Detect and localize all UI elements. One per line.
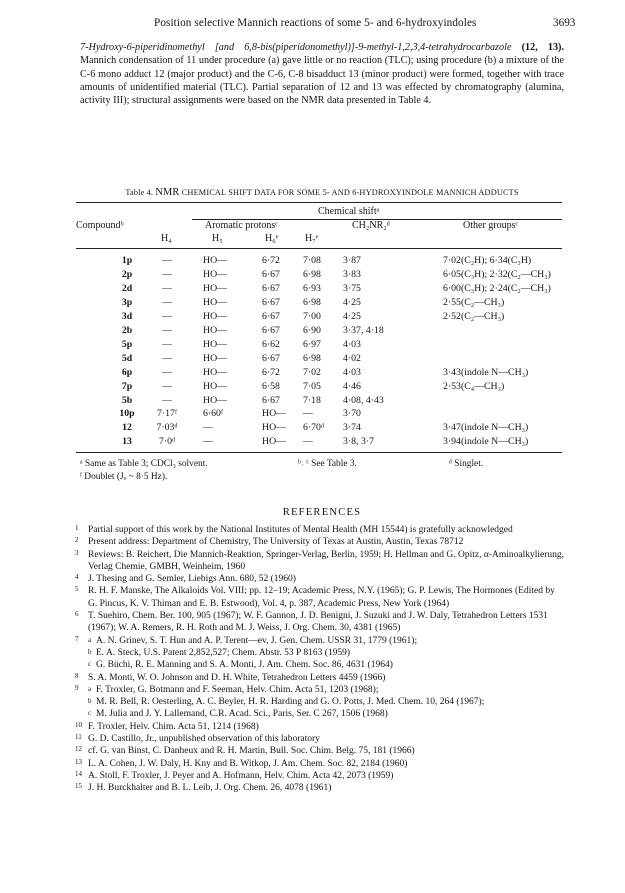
h4-cell: — <box>162 255 172 266</box>
ch2nr2-cell: 3·75 <box>343 282 361 294</box>
h5-cell: HO— <box>203 268 227 280</box>
references-heading: REFERENCES <box>282 507 362 518</box>
reference-number: 2 <box>75 536 79 545</box>
footnote-f: ᶠ Doublet (Jₒ ~ 8·5 Hz). <box>80 472 168 482</box>
reference-text: G. D. Castillo, Jr., unpublished observation of this laboratory <box>88 734 320 745</box>
compound-cell: 3d <box>121 310 133 322</box>
ch2nr2-cell: 3·70 <box>343 408 361 420</box>
table-bottom-rule <box>76 452 562 453</box>
ch2nr2-cell: 4·25 <box>343 310 361 322</box>
other-groups-cell: 3·47(indole N—CH₃) <box>443 422 529 434</box>
h5-cell: HO— <box>203 324 227 336</box>
h7-cell: 6·90 <box>303 324 321 336</box>
reference-number: 3 <box>75 548 79 557</box>
reference-item <box>75 745 566 757</box>
header-aromatic-protons: Aromatic protonsᶜ <box>205 220 278 231</box>
compound-cell: 6p <box>121 366 133 378</box>
reference-item <box>75 683 566 721</box>
h6-cell: 6·67 <box>262 282 280 294</box>
header-other-groups: Other groupsᶜ <box>463 220 519 231</box>
table-caption <box>80 187 564 198</box>
h7-cell: 6·97 <box>303 338 321 350</box>
other-groups-cell: 6·00(C₃H); 2·24(C₂—CH₃) <box>443 282 551 294</box>
h4-cell: — <box>162 268 172 280</box>
compound-cell: 13 <box>122 436 132 448</box>
header-h7: H₇ᵉ <box>305 233 319 244</box>
reference-subitem-letter: b <box>88 697 92 706</box>
h7-cell: 6·98 <box>303 296 321 308</box>
h7-cell: 7·05 <box>303 380 321 392</box>
reference-item <box>75 585 566 610</box>
reference-subitem-text: M. Julia and J. Y. Lallemand, C.R. Acad. Sci., Paris, Ser. C 267, 1506 (1968) <box>96 709 388 720</box>
other-groups-cell: 3·43(indole N—CH₃) <box>443 366 529 378</box>
h7-cell: — <box>303 436 313 448</box>
reference-subitem-letter: c <box>88 660 92 669</box>
table-header-rule <box>76 248 562 249</box>
ch2nr2-cell: 4·46 <box>343 380 361 392</box>
h4-cell: — <box>162 352 172 364</box>
h4-cell: 7·03ᵈ <box>156 422 178 434</box>
reference-item <box>75 536 566 548</box>
h7-cell: 6·98 <box>303 352 321 364</box>
ch2nr2-cell: 4·02 <box>343 352 361 364</box>
reference-text: J. H. Burckhalter and B. L. Leib, J. Org. Chem. 26, 4078 (1961) <box>88 783 332 794</box>
h6-cell: 6·62 <box>262 338 280 350</box>
reference-number: 9 <box>75 683 79 692</box>
reference-subitem-text: M. R. Bell, R. Oesterling, A. C. Beyler, H. R. Harding and G. O. Potts, J. Med. Chem. 10, 264 (1967); <box>96 697 485 708</box>
h4-cell: 7·17ᶠ <box>156 408 177 420</box>
ch2nr2-cell: 3·87 <box>343 255 361 266</box>
reference-text: J. Thesing and G. Semler, Liebigs Ann. 680, 52 (1960) <box>88 574 296 585</box>
h6-cell: 6·67 <box>262 268 280 280</box>
header-h5: H₅ <box>212 233 223 244</box>
h7-cell: 6·98 <box>303 268 321 280</box>
running-header-title: Position selective Mannich reactions of some 5- and 6-hydroxyindoles <box>154 17 477 29</box>
other-groups-cell: 2·53(C₄—CH₃) <box>443 380 505 392</box>
page-number: 3693 <box>553 17 576 29</box>
h4-cell: — <box>162 380 172 392</box>
reference-number: 11 <box>75 733 82 742</box>
h4-cell: — <box>162 338 172 350</box>
h6-cell: 6·67 <box>262 324 280 336</box>
h5-cell: — <box>203 422 213 434</box>
reference-number: 10 <box>75 720 82 729</box>
reference-item <box>75 769 566 782</box>
reference-subitem <box>88 635 566 647</box>
reference-text: T. Suehiro, Chem. Ber. 100, 905 (1967); W. F. Gannon, J. D. Benigni, J. Suzuki and J. W. Daly, Tetrahedron Letters 1531 (1967); W. A. Remers, R. H. Roth and M. J. Weiss, J. Org. Chem. 30, 4381 (1965) <box>88 611 548 634</box>
h5-cell: HO— <box>203 296 227 308</box>
other-groups-cell: 6·05(C₃H); 2·32(C₂—CH₃) <box>443 268 551 280</box>
reference-item <box>75 610 566 635</box>
reference-text: Present address: Department of Chemistry, The University of Texas at Austin, Austin, Texas 78712 <box>88 537 464 548</box>
reference-number: 13 <box>75 757 82 766</box>
h5-cell: HO— <box>203 394 227 406</box>
table-caption-nmr: NMR <box>155 187 180 198</box>
compound-cell: 1p <box>121 255 133 266</box>
reference-subitem-text: A. N. Grinev, S. T. Hun and A. P. Terent—ev, J. Gen. Chem. USSR 31, 1779 (1961); <box>96 635 418 646</box>
reference-item <box>75 733 566 745</box>
reference-number: 14 <box>75 769 82 778</box>
ch2nr2-cell: 3·83 <box>343 268 361 280</box>
h6-cell: 6·72 <box>262 255 280 266</box>
reference-number: 1 <box>75 524 79 532</box>
reference-text: F. Troxler, Helv. Chim. Acta 51, 1214 (1968) <box>88 721 259 732</box>
header-h6: H₆ᵉ <box>265 233 279 244</box>
h5-cell: — <box>203 436 213 448</box>
h7-cell: 6·93 <box>303 282 321 294</box>
reference-subitem-letter: c <box>88 709 92 718</box>
h6-cell: HO— <box>262 436 286 448</box>
reference-subitem <box>88 647 566 659</box>
reference-text: cf. G. van Binst, C. Danheux and R. H. Martin, Bull. Soc. Chim. Belg. 75, 181 (1966) <box>88 746 415 757</box>
reference-item <box>75 573 566 585</box>
experimental-paragraph <box>80 41 564 107</box>
compound-cell: 2d <box>121 282 133 294</box>
other-groups-cell: 2·55(C₂—CH₃) <box>443 296 505 308</box>
h6-cell: 6·67 <box>262 394 280 406</box>
reference-text: R. H. F. Manske, The Alkaloids Vol. VIII; pp. 12–19; Academic Press, N.Y. (1965); G. P. Lewis, The Hormones (Edited by G. Pincus, K. V. Thiman and E. B. Estwood), Vol. 4, p. 387, Academic Press, New York (1964) <box>88 586 555 609</box>
reference-subitem-text: G. Büchi, R. E. Manning and S. A. Monti, J. Am. Chem. Soc. 86, 4631 (1964) <box>96 660 393 671</box>
reference-subitem <box>88 684 566 696</box>
reference-item <box>75 782 566 794</box>
compound-cell: 7p <box>121 380 133 392</box>
compound-name: 7-Hydroxy-6-piperidinomethyl <box>80 42 205 53</box>
h4-cell: — <box>162 310 172 322</box>
h5-cell: HO— <box>203 282 227 294</box>
reference-subitem-text: E. A. Steck, U.S. Patent 2,852,527; Chem. Abstr. 53 P 8163 (1959) <box>96 647 351 658</box>
compound-cell: 3p <box>121 296 133 308</box>
ch2nr2-cell: 4·25 <box>343 296 361 308</box>
h6-cell: HO— <box>262 422 286 434</box>
footnote-d: ᵈ Singlet. <box>449 459 484 469</box>
footnote-a: ᵃ Same as Table 3; CDCl₃ solvent. <box>80 459 208 469</box>
h7-cell: 7·08 <box>303 255 321 266</box>
table-caption-lead: Table 4. <box>125 188 154 197</box>
reference-number: 7 <box>75 634 79 643</box>
h6-cell: 6·67 <box>262 310 280 322</box>
h7-cell: 7·00 <box>303 310 321 322</box>
h6-cell: 6·58 <box>262 380 280 392</box>
ch2nr2-cell: 3·37, 4·18 <box>343 324 384 336</box>
header-h4: H₄ <box>161 233 172 244</box>
compound-cell: 5b <box>121 394 133 406</box>
ch2nr2-cell: 4·03 <box>343 338 361 350</box>
h4-cell: — <box>162 324 172 336</box>
h5-cell: 6·60ᶠ <box>203 408 224 420</box>
reference-subitem-letter: a <box>88 684 92 693</box>
table-top-rule <box>76 202 562 203</box>
compound-cell: 2p <box>121 268 133 280</box>
references-list <box>75 524 566 795</box>
table-caption-rest: CHEMICAL SHIFT DATA FOR SOME 5- AND 6-HYDROXYINDOLE MANNICH ADDUCTS <box>181 188 519 197</box>
h4-cell: — <box>162 296 172 308</box>
reference-number: 6 <box>75 610 79 619</box>
reference-text: L. A. Cohen, J. W. Daly, H. Kny and B. Witkop, J. Am. Chem. Soc. 82, 2184 (1960) <box>88 758 408 769</box>
reference-subitem <box>88 708 566 720</box>
h7-cell: — <box>303 408 313 420</box>
compound-numbers: (12, 13). <box>521 42 564 53</box>
reference-number: 12 <box>75 745 82 754</box>
paragraph-body: Mannich condensation of 11 under procedure (a) gave little or no reaction (TLC); using procedure (b) a mixture of the C-6 mono adduct 12 (major product) and the C-6, C-8 bisadduct 13 (minor product) were formed, together with trace amounts of unidentified material (TLC). Partial separation of 12 and 13 was effected by chromatography (alumina, activity III); structural assignments were based on the NMR data presented in Table 4. <box>80 55 564 107</box>
reference-subitem-letter: b <box>88 647 92 656</box>
header-compound: Compoundᵇ <box>76 220 124 231</box>
h6-cell: HO— <box>262 408 286 420</box>
h4-cell: — <box>162 282 172 294</box>
reference-number: 4 <box>75 573 79 582</box>
ch2nr2-cell: 4·03 <box>343 366 361 378</box>
h7-cell: 7·02 <box>303 366 321 378</box>
compound-cell: 5d <box>121 352 133 364</box>
h4-cell: — <box>162 366 172 378</box>
header-chemical-shift: Chemical shiftᵃ <box>318 206 380 217</box>
reference-subitem <box>88 696 566 708</box>
header-ch2nr2: CH₂NR₂ᵈ <box>352 220 390 231</box>
reference-subitem-text: F. Troxler, G. Botmann and F. Seeman, Helv. Chim. Acta 51, 1203 (1968); <box>96 684 379 695</box>
reference-number: 15 <box>75 782 82 791</box>
reference-subitem <box>88 659 566 671</box>
reference-text: A. Stoll, F. Troxler, J. Peyer and A. Hofmann, Helv. Chim. Acta 42, 2073 (1959) <box>88 770 394 781</box>
reference-text: Partial support of this work by the National Institutes of Mental Health (MH 15544) is gratefully acknowledged <box>88 525 513 535</box>
reference-item <box>75 671 566 684</box>
footnote-b-c: ᵇ˒ ᶜ See Table 3. <box>298 459 357 469</box>
h6-cell: 6·67 <box>262 352 280 364</box>
ch2nr2-cell: 3·74 <box>343 422 361 434</box>
reference-item <box>75 548 566 574</box>
reference-text: S. A. Monti, W. O. Johnson and D. H. White, Tetrahedron Letters 4459 (1966) <box>88 672 386 683</box>
ch2nr2-cell: 3·8, 3·7 <box>343 436 375 448</box>
compound-cell: 5p <box>121 338 133 350</box>
other-groups-cell: 2·52(C₂—CH₃) <box>443 310 505 322</box>
h6-cell: 6·72 <box>262 366 280 378</box>
compound-cell: 2b <box>121 324 133 336</box>
reference-item <box>75 634 566 672</box>
reference-number: 5 <box>75 585 79 594</box>
ch2nr2-cell: 4·08, 4·43 <box>343 394 384 406</box>
h4-cell: — <box>162 394 172 406</box>
compound-cell: 12 <box>122 422 132 434</box>
h5-cell: HO— <box>203 310 227 322</box>
h7-cell: 7·18 <box>303 394 321 406</box>
h5-cell: HO— <box>203 366 227 378</box>
reference-item <box>75 524 566 536</box>
h6-cell: 6·67 <box>262 296 280 308</box>
h7-cell: 6·70ᵈ <box>303 422 325 434</box>
other-groups-cell: 7·02(C₂H); 6·34(C₃H) <box>443 255 532 266</box>
bis-compound-name: [and 6,8-bis(piperidonomethyl)]-9-methyl-1,2,3,4-tetrahydrocarbazole <box>214 42 512 53</box>
h5-cell: HO— <box>203 338 227 350</box>
h5-cell: HO— <box>203 352 227 364</box>
h5-cell: HO— <box>203 380 227 392</box>
reference-subitem-letter: a <box>88 635 92 644</box>
reference-item <box>75 720 566 733</box>
reference-number: 8 <box>75 671 79 680</box>
reference-item <box>75 757 566 770</box>
h5-cell: HO— <box>203 255 227 266</box>
compound-cell: 10p <box>119 408 135 420</box>
reference-text: Reviews: B. Reichert, Die Mannich-Reaktion, Springer-Verlag, Berlin, 1959; H. Hellman and G. Opitz, α-Aminoalkylierung, Verlag Chemie, GMBH, Weinheim, 1960 <box>88 549 564 572</box>
h4-cell: 7·0ᵈ <box>158 436 176 448</box>
other-groups-cell: 3·94(indole N—CH₃) <box>443 436 529 448</box>
